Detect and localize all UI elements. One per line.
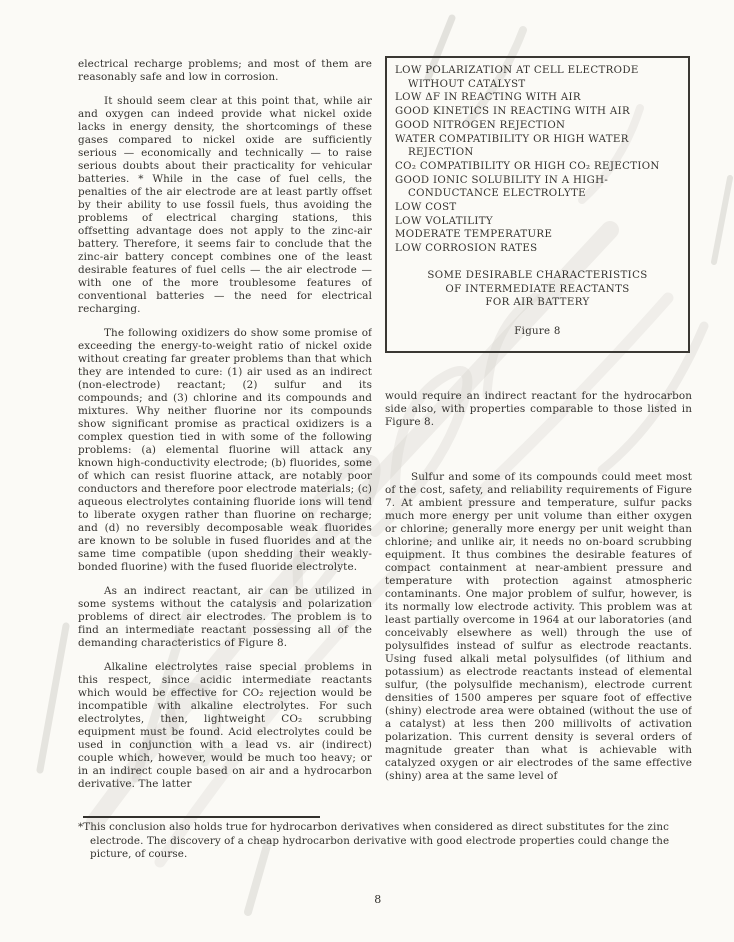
left-column [78, 58, 372, 802]
paragraph: would require an indirect reactant for the hydrocarbon side also, with properties comparable to those listed in Figure 8. [385, 390, 692, 428]
figure8-item: MODERATE TEMPERATURE [395, 229, 553, 241]
footnote-text: *This conclusion also holds true for hydrocarbon derivatives when considered as direct substitutes for the zinc electrode. The discovery of a cheap hydrocarbon derivative with good electrode properties could change the picture, of course. [78, 821, 670, 861]
figure8-caption-line: FOR AIR BATTERY [485, 297, 590, 309]
figure8-item: WATER COMPATIBILITY OR HIGH WATER REJECTION [395, 133, 629, 159]
paragraph: Sulfur and some of its compounds could meet most of the cost, safety, and reliability requirements of Figure 7. At ambient pressure and temperature, sulfur packs much more energy per unit volume than either oxygen or chlorine; generally more energy per unit weight than chlorine; and unlike air, it needs no on-board scrubbing equipment. It thus combines the desirable features of compact containment at near-ambient pressure and temperature with protection against atmospheric contaminants. One major problem of sulfur, however, is its normally low electrode activity. This problem was at least partially overcome in 1964 at our laboratories (and conceivably elsewhere as well) through the use of polysulfides instead of sulfur as electrode reactants. Using fused alkali metal polysulfides (of lithium and potassium) as electrode reactants instead of elemental sulfur, (the polysulfide mechanism), electrode current densities of 1500 amperes per square foot of effective (shiny) electrode area were obtained (without the use of a catalyst) at less then 200 millivolts of activation polarization. This current density is several orders of magnitude greater than what is achievable with catalyzed oxygen or air electrodes of the same effective (shiny) area at the same level of [385, 471, 692, 782]
paragraph: The following oxidizers do show some promise of exceeding the energy-to-weight ratio of nickel oxide without creating far greater problems than that which they are intended to cure: (1) air used as an indirect (non-electrode) reactant; (2) sulfur and its compounds; and (3) chlorine and its compounds and mixtures. Why neither fluorine nor its compounds show significant promise as practical oxidizers is a complex question tied in with some of the following problems: (a) elemental fluorine will attack any known high-conductivity electrode; (b) fluorides, some of which can resist fluorine attack, are notably poor conductors and therefore poor electrode materials; (c) aqueous electrolytes containing fluoride ions will tend to liberate oxygen rather than fluorine on recharge; and (d) no reversibly decomposable weak fluorides are known to be soluble in fused fluorides and at the same time compatible (upon shedding their weakly-bonded fluorine) with the fused fluoride electrolyte. [78, 327, 372, 573]
right-column [385, 390, 692, 794]
figure8-caption-line: SOME DESIRABLE CHARACTERISTICS [427, 269, 648, 281]
paragraph: As an indirect reactant, air can be utilized in some systems without the catalysis and polarization problems of direct air electrodes. The problem is to find an intermediate reactant possessing all of the demanding characteristics of Figure 8. [78, 585, 372, 649]
figure8-item: GOOD KINETICS IN REACTING WITH AIR [395, 106, 630, 118]
figure8-caption-line: OF INTERMEDIATE REACTANTS [445, 283, 630, 295]
paragraph: Alkaline electrolytes raise special problems in this respect, since acidic intermediate reactants which would be effective for CO₂ rejection would be incompatible with alkaline electrolytes. For such electrolytes, then, lightweight CO₂ scrubbing equipment must be found. Acid electrolytes could be used in conjunction with a lead vs. air (indirect) couple which, however, would be much too heavy; or in an indirect couple based on air and a hydrocarbon derivative. The latter [78, 661, 372, 790]
figure8-item: GOOD IONIC SOLUBILITY IN A HIGH-CONDUCTANCE ELECTROLYTE [395, 174, 609, 200]
figure8-label: Figure 8 [514, 325, 561, 337]
figure8-item: GOOD NITROGEN REJECTION [395, 119, 566, 131]
figure8-item: LOW POLARIZATION AT CELL ELECTRODE WITHOUT CATALYST [395, 65, 639, 90]
figure8-box [385, 56, 690, 353]
paragraph: It should seem clear at this point that, while air and oxygen can indeed provide what nickel oxide lacks in energy density, the shortcomings of these gases compared to nickel oxide are sufficiently serious — economically and technically — to raise serious doubts about their practicality for vehicular batteries. * While in the case of fuel cells, the penalties of the air electrode are at least partly offset by their ability to use fossil fuels, thus avoiding the problems of electrical charging stations, this offsetting advantage does not apply to the zinc-air battery. Therefore, it seems fair to conclude that the zinc-air battery concept combines one of the least desirable features of fuel cells — the air electrode — with one of the more troublesome features of conventional batteries — the need for electrical recharging. [78, 95, 372, 315]
footnote-divider [83, 816, 320, 818]
figure8-item: LOW ΔF IN REACTING WITH AIR [395, 92, 581, 104]
figure8-item: LOW COST [395, 202, 457, 214]
figure8-item: LOW CORROSION RATES [395, 243, 538, 255]
figure8-caption [395, 269, 680, 310]
page-number: 8 [374, 893, 382, 906]
figure8-item: CO₂ COMPATIBILITY OR HIGH CO₂ REJECTION [395, 160, 660, 172]
paragraph: electrical recharge problems; and most of them are reasonably safe and low in corrosion. [78, 58, 372, 83]
figure8-item: LOW VOLATILITY [395, 215, 493, 227]
